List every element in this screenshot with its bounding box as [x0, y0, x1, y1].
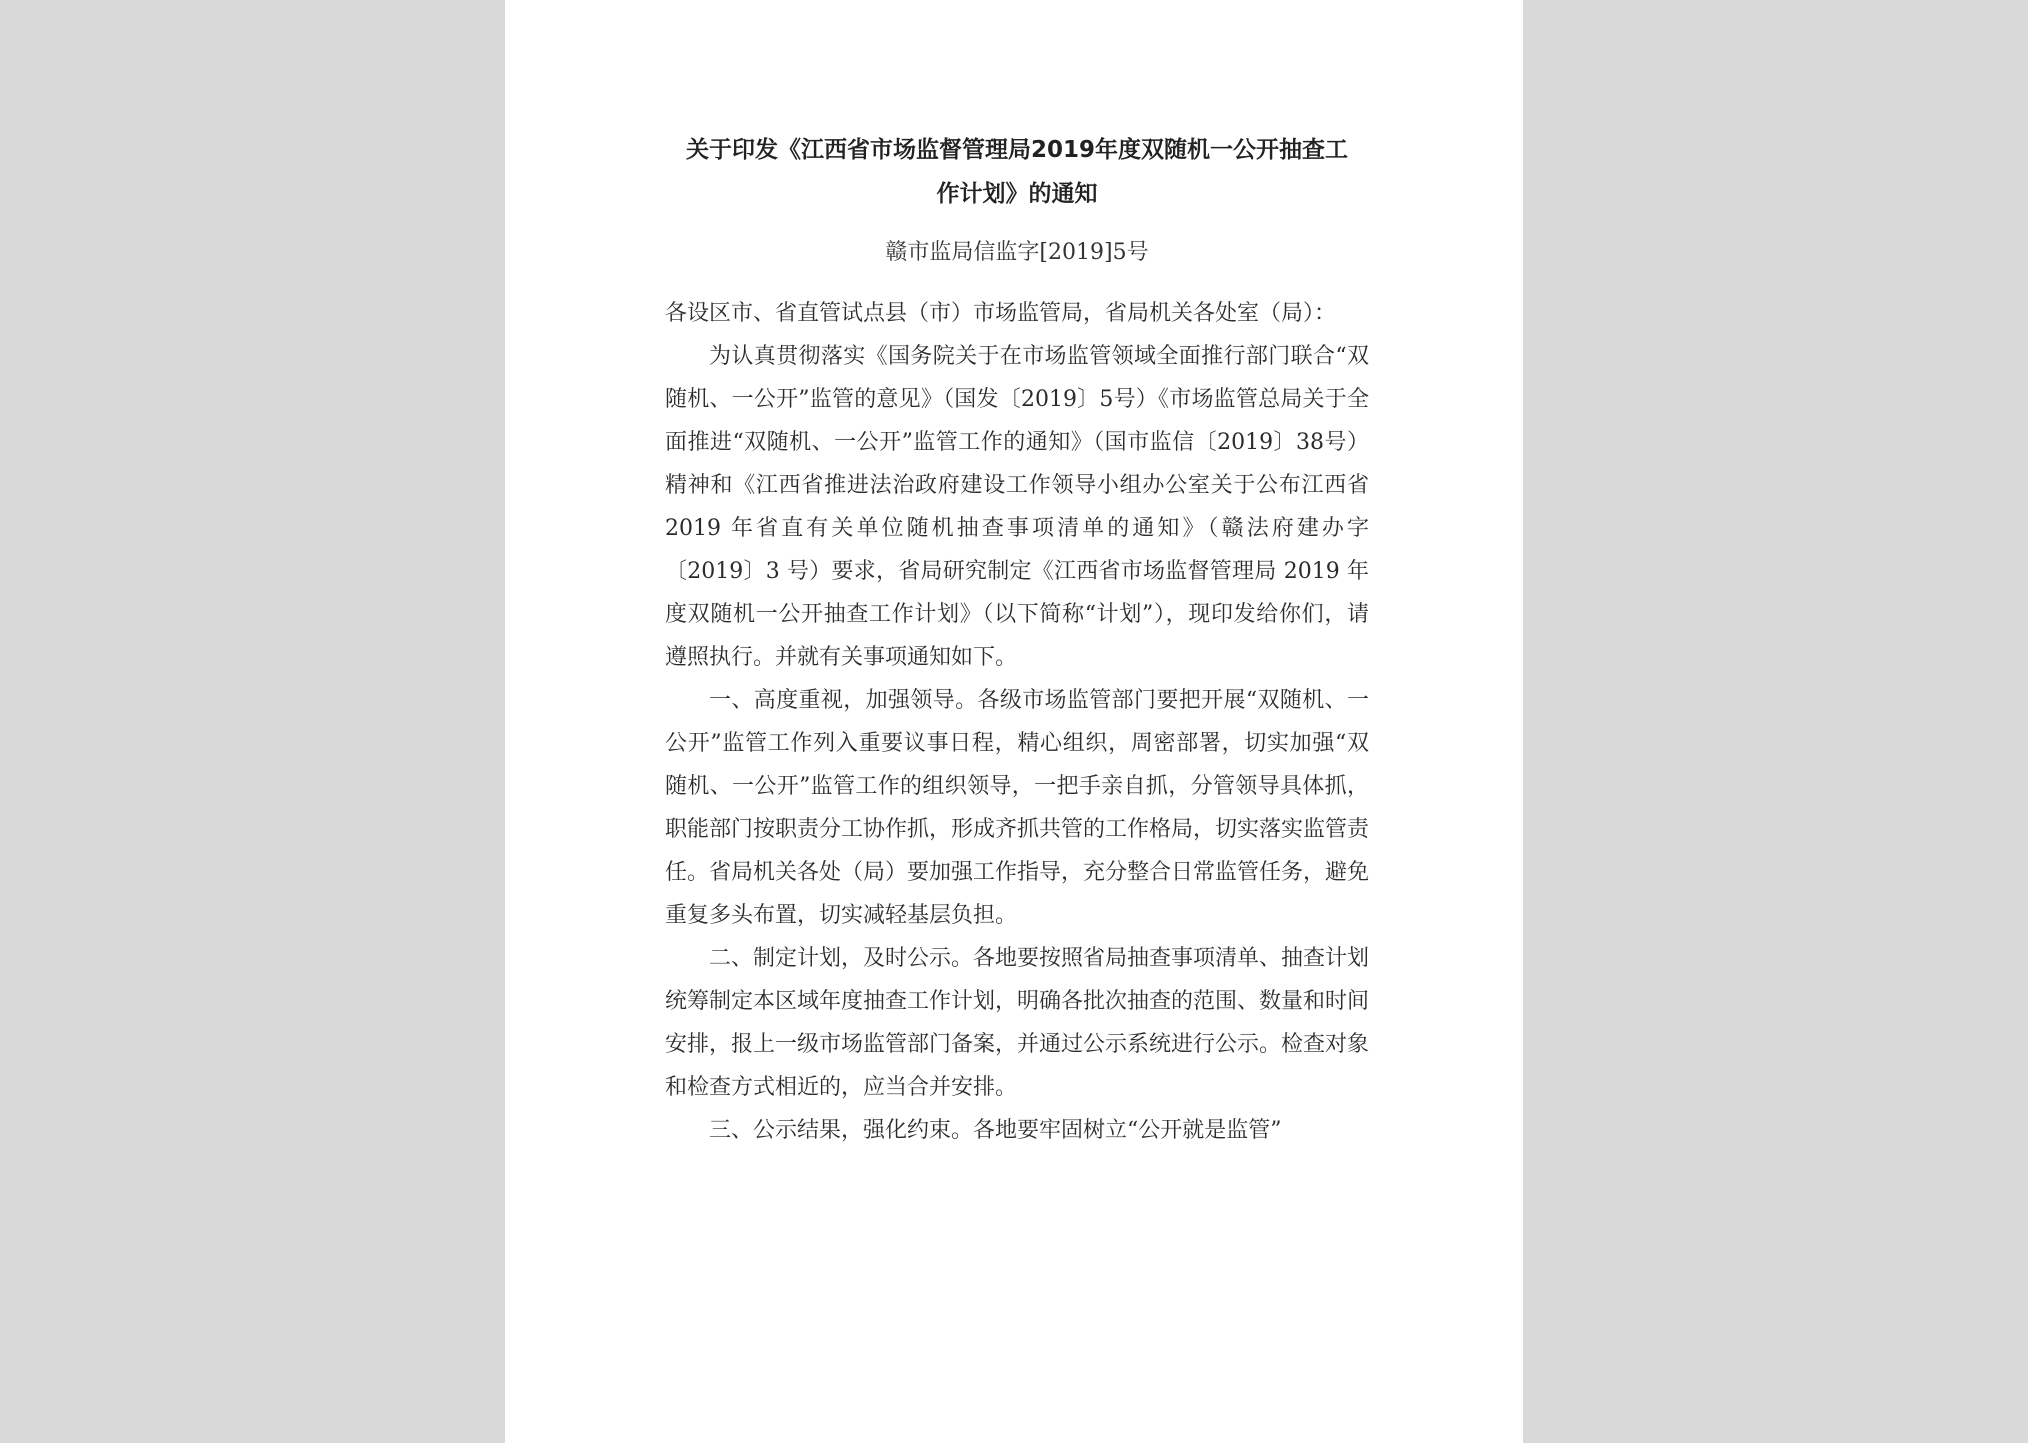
paragraph-4: 三、公示结果，强化约束。各地要牢固树立“公开就是监管” [709, 1118, 1282, 1143]
paragraph-1: 为认真贯彻落实《国务院关于在市场监管领域全面推行部门联合“双随机、一公开”监管的意见》（国发〔2019〕5号）《市场监管总局关于全面推进“双随机、一公开”监管工作的通知》（国市监信〔2019〕38号）精神和《江西省推进法治政府建设工作领导小组办公室关于公布江西省 2019 年省直有关单位随机抽查事项清单的通知》（赣法府建办字〔2019〕3 号）要求，省局研究制定《江西省市场监督管理局 2019 年度双随机一公开抽查工作计划》（以下简称“计划”），现印发给你们，请遵照执行。并就有关事项通知如下。 [665, 344, 1369, 670]
paragraph-3: 二、制定计划，及时公示。各地要按照省局抽查事项清单、抽查计划统筹制定本区域年度抽查工作计划，明确各批次抽查的范围、数量和时间安排，报上一级市场监管部门备案，并通过公示系统进行公示。检查对象和检查方式相近的，应当合并安排。 [665, 946, 1370, 1100]
page-content [665, 128, 1369, 1152]
document-body [665, 292, 1369, 1152]
salutation: 各设区市、省直管试点县（市）市场监管局，省局机关各处室（局）： [665, 301, 1337, 326]
title-line-2: 作计划》的通知 [936, 181, 1098, 207]
title-line-1: 关于印发《江西省市场监督管理局2019年度双随机一公开抽查工 [685, 137, 1348, 163]
paragraph-2: 一、高度重视，加强领导。各级市场监管部门要把开展“双随机、一公开”监管工作列入重要议事日程，精心组织，周密部署，切实加强“双随机、一公开”监管工作的组织领导，一把手亲自抓，分管领导具体抓，职能部门按职责分工协作抓，形成齐抓共管的工作格局，切实落实监管责任。省局机关各处（局）要加强工作指导，充分整合日常监管任务，避免重复多头布置，切实减轻基层负担。 [665, 688, 1370, 928]
document-number: 赣市监局信监字[2019]5号 [885, 240, 1149, 265]
document-title [665, 128, 1369, 216]
document-page [505, 0, 1523, 1443]
